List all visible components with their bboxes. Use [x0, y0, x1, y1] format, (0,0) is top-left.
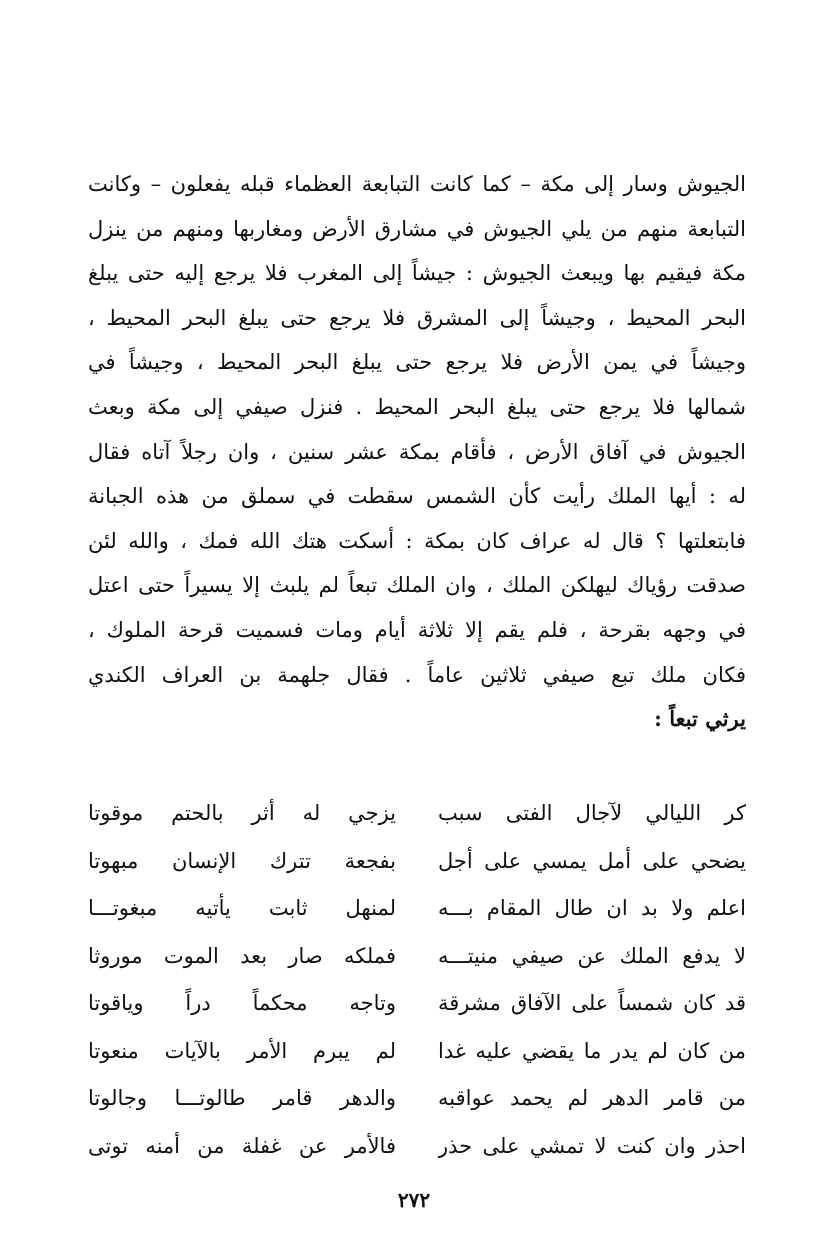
verse-first-hemistich: اعلم ولا بد ان طال المقام بـــه — [438, 896, 746, 920]
verse — [88, 1075, 746, 1123]
prose-line: له : أيها الملك رأيت كأن الشمس سقطت في سملق من هذه الجبانة — [88, 484, 746, 509]
verse-second-hemistich: لمنهل ثابت يأتيه مبغوتـــا — [88, 896, 396, 920]
verse — [88, 1028, 746, 1076]
verse — [88, 1123, 746, 1171]
page-number: ٢٧٢ — [397, 1188, 431, 1212]
prose-line: صدقت رؤياك ليهلكن الملك ، وان الملك تبعاً لم يلبث إلا يسيراً حتى اعتل — [88, 573, 746, 598]
verse-second-hemistich: فملكه صار بعد الموت موروثا — [88, 943, 396, 968]
verse-first-hemistich: كر الليالي لآجال الفتى سبب — [438, 801, 746, 825]
verse-second-hemistich: يزجي له أثر بالحتم موقوتا — [88, 801, 396, 825]
poem-block — [88, 790, 746, 1170]
prose-line: فكان ملك تبع صيفي ثلاثين عاماً . فقال جلهمة بن العراف الكندي — [88, 662, 746, 687]
verse-first-hemistich: احذر وان كنت لا تمشي على حذر — [438, 1133, 746, 1158]
verse-first-hemistich: قد كان شمساً على الآفاق مشرقة — [438, 991, 746, 1015]
verse — [88, 790, 746, 838]
verse-second-hemistich: لم يبرم الأمر بالآيات منعوتا — [88, 1038, 396, 1063]
prose-line: الجيوش في آفاق الأرض ، فأقام بمكة عشر سنين ، وان رجلاً آتاه فقال — [88, 439, 746, 464]
verse-second-hemistich: والدهر قامر طالوتـــا وجالوتا — [88, 1086, 396, 1110]
prose-line: مكة فيقيم بها ويبعث الجيوش : جيشاً إلى المغرب فلا يرجع إليه حتى يبلغ — [88, 261, 746, 286]
verse — [88, 933, 746, 981]
verse — [88, 980, 746, 1028]
poem-intro-line: يرثي تبعاً : — [654, 706, 746, 732]
verse-first-hemistich: من كان لم يدر ما يقضي عليه غدا — [438, 1038, 746, 1063]
prose-line: البحر المحيط ، وجيشاً إلى المشرق فلا يرجع حتى يبلغ البحر المحيط ، — [88, 305, 746, 330]
verse — [88, 838, 746, 886]
prose-block — [88, 162, 746, 742]
verse-first-hemistich: يضحي على أمل يمسي على أجل — [438, 848, 746, 873]
verse-first-hemistich: لا يدفع الملك عن صيفي منيتـــه — [438, 943, 746, 968]
verse-second-hemistich: بفجعة تترك الإنسان مبهوتا — [88, 848, 396, 873]
verse-second-hemistich: وتاجه محكماً دراً وياقوتا — [88, 991, 396, 1015]
prose-line: فابتعلتها ؟ قال له عراف كان بمكة : أسكت هتك الله فمك ، والله لئن — [88, 528, 746, 553]
prose-line: في وجهه بقرحة ، فلم يقم إلا ثلاثة أيام ومات فسميت قرحة الملوك ، — [88, 617, 746, 642]
verse — [88, 885, 746, 933]
prose-line: الجيوش وسار إلى مكة – كما كانت التبابعة العظماء قبله يفعلون – وكانت — [88, 172, 746, 196]
prose-line: وجيشاً في يمن الأرض فلا يرجع حتى يبلغ البحر المحيط ، وجيشاً في — [88, 350, 746, 375]
prose-line: التبابعة منهم من يلي الجيوش في مشارق الأرض ومغاربها ومنهم من ينزل — [88, 216, 746, 241]
verse-first-hemistich: من قامر الدهر لم يحمد عواقبه — [438, 1086, 746, 1110]
prose-line: شمالها فلا يرجع حتى يبلغ البحر المحيط . فنزل صيفي إلى مكة وبعث — [88, 394, 746, 419]
verse-second-hemistich: فالأمر عن غفلة من أمنه توتى — [88, 1133, 396, 1158]
